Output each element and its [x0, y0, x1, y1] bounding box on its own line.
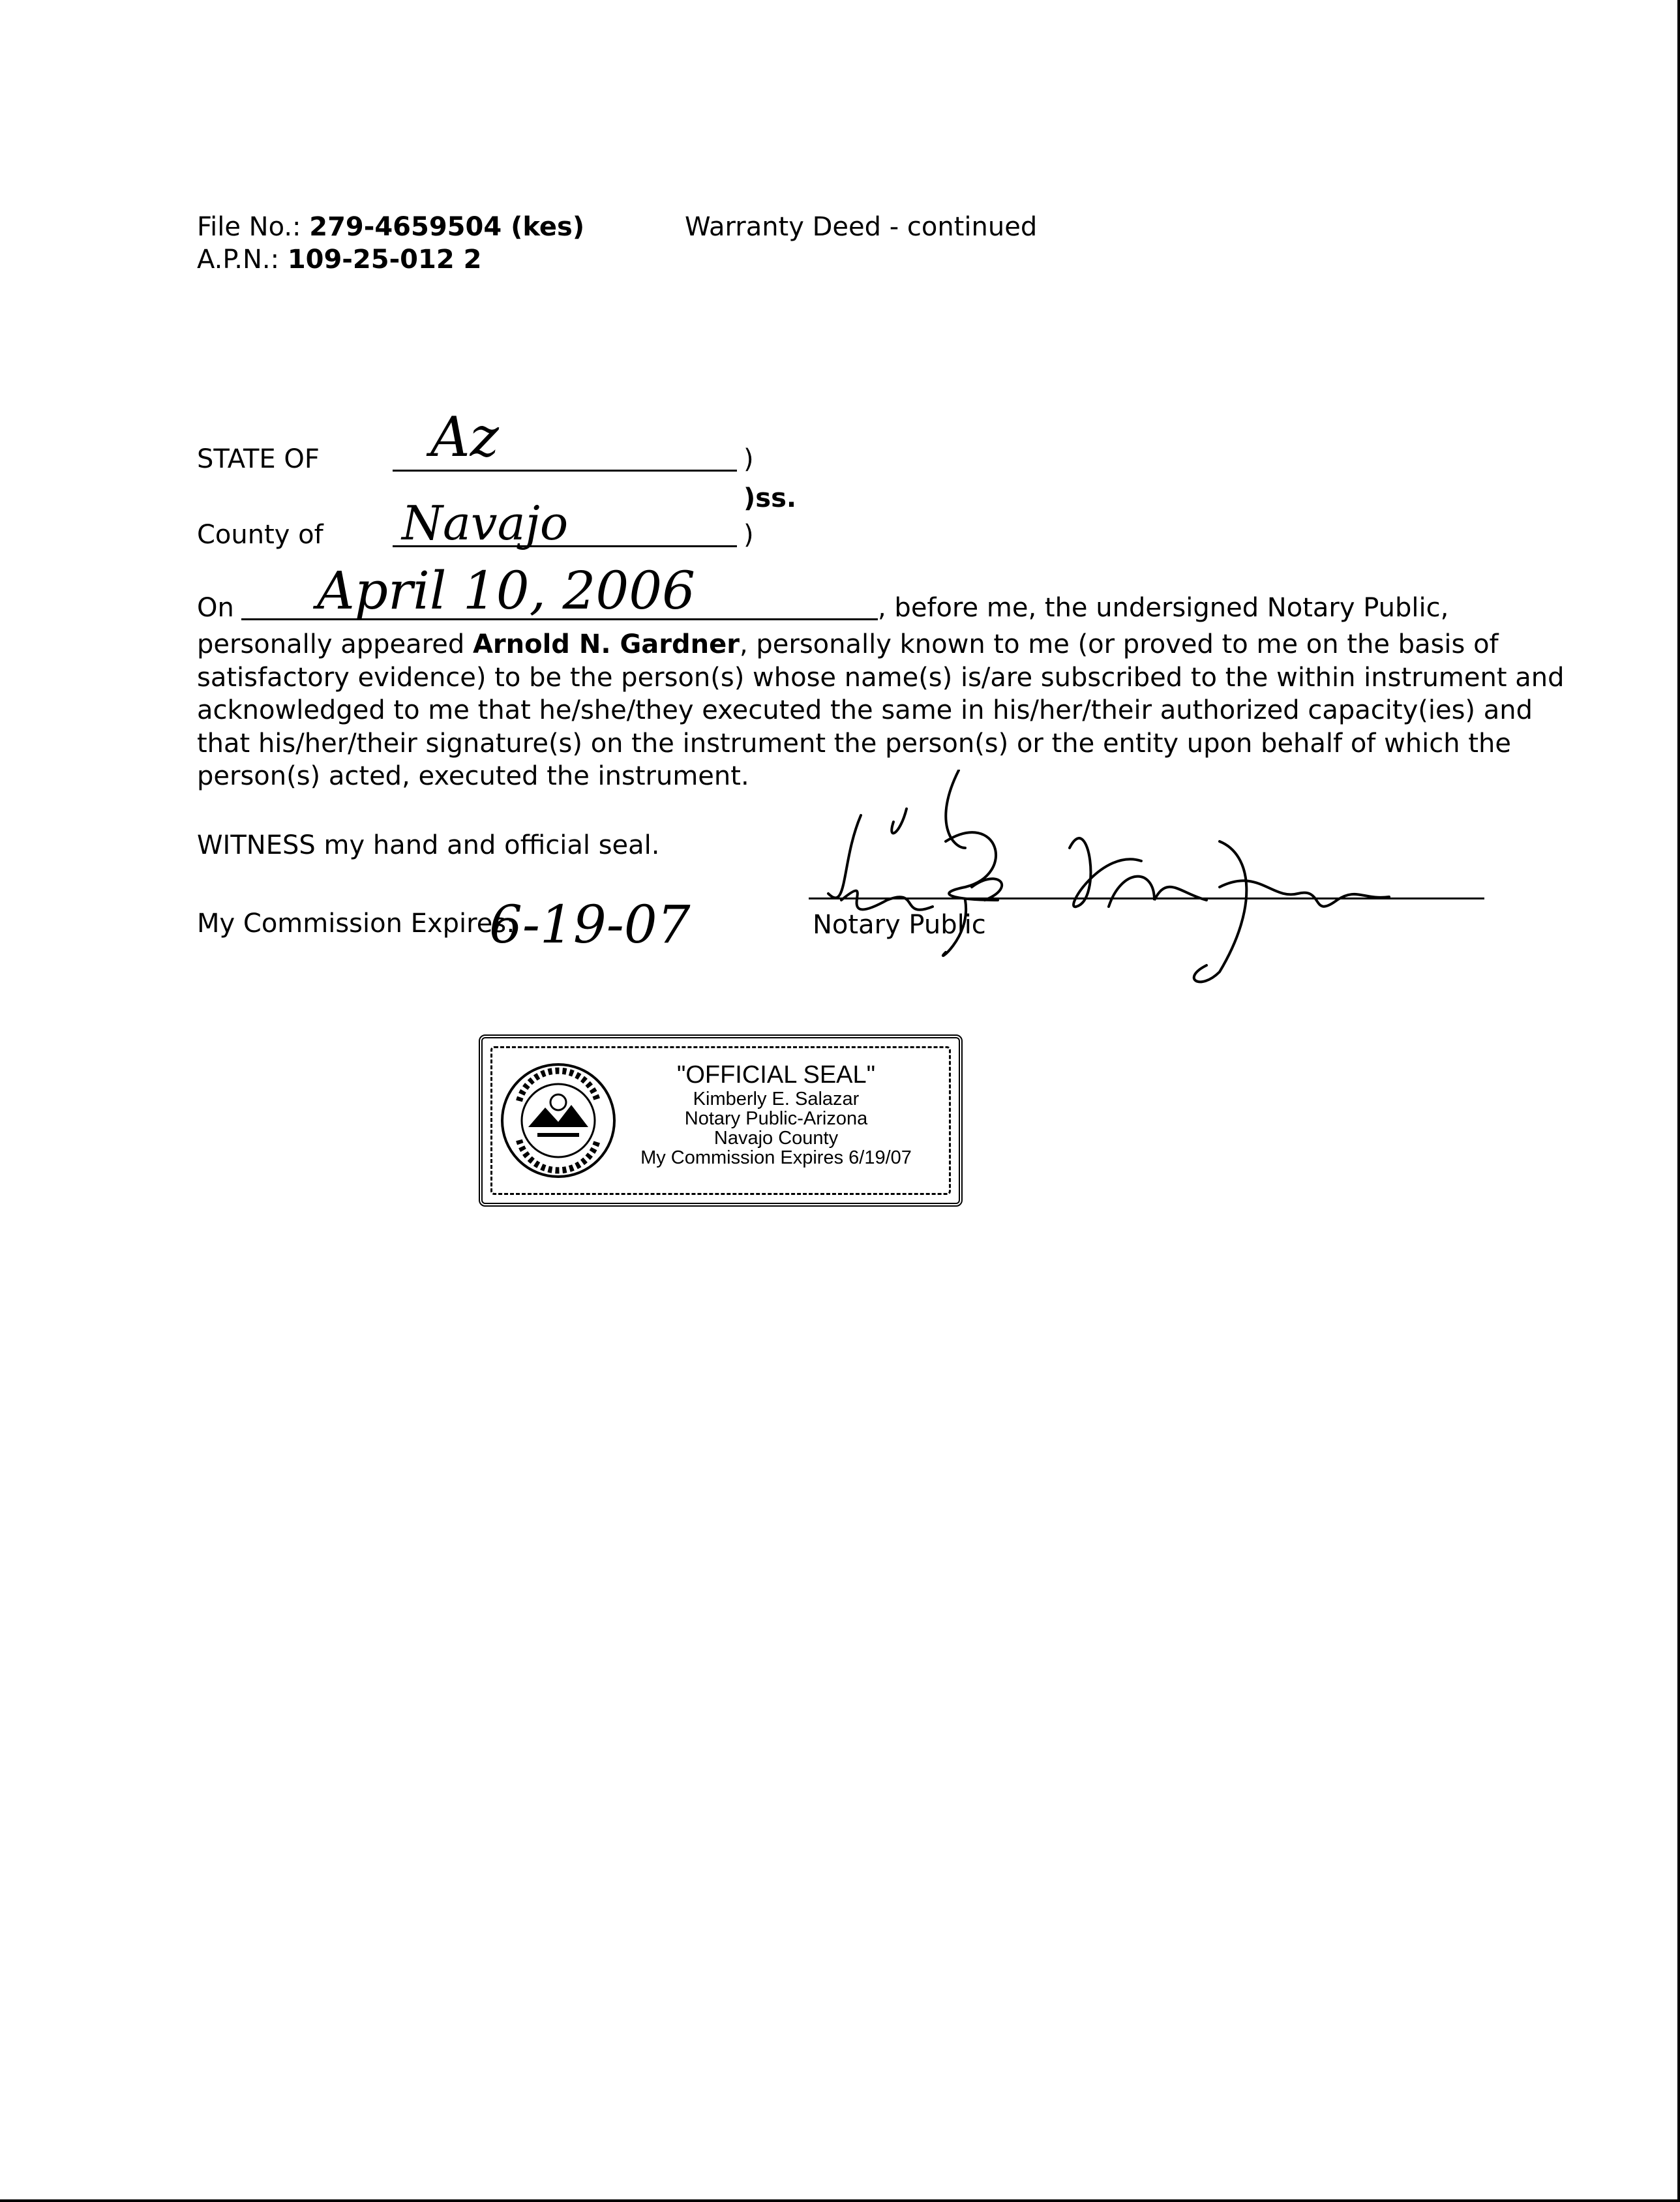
- on-label: On: [197, 593, 234, 623]
- official-seal-stamp: [479, 1034, 963, 1207]
- signer-name: Arnold N. Gardner: [472, 629, 740, 659]
- seal-county: Navajo County: [713, 1128, 839, 1149]
- acknowledgment-paragraph: [197, 628, 1565, 793]
- date-handwritten: April 10, 2006: [317, 560, 696, 621]
- ack-line-6: person(s) acted, executed the instrument.: [197, 761, 749, 791]
- commission-label: My Commission Expires:: [197, 909, 515, 939]
- date-line-tail: , before me, the undersigned Notary Public,: [878, 593, 1449, 623]
- seal-text: [613, 1061, 939, 1168]
- notary-signature: [802, 770, 1454, 1004]
- document-title: Warranty Deed - continued: [685, 212, 1038, 242]
- notary-public-label: Notary Public: [813, 910, 986, 940]
- ack-line-3: satisfactory evidence) to be the person(s) whose name(s) is/are subscribed to the within instrument and: [197, 662, 1565, 693]
- ack-line-4: acknowledged to me that he/she/they executed the same in his/her/their authorized capacity(ies) and: [197, 695, 1533, 725]
- state-handwritten: Az: [430, 405, 499, 469]
- file-no-line: [197, 214, 584, 240]
- seal-notary-name: Kimberly E. Salazar: [693, 1089, 860, 1109]
- state-paren: ): [743, 444, 754, 474]
- file-no-value: 279-4659504 (kes): [309, 212, 585, 242]
- apn-line: [197, 247, 481, 273]
- county-label: County of: [197, 520, 323, 550]
- ack-line-2: personally appeared Arnold N. Gardner, personally known to me (or proved to me on the basis of: [197, 629, 1499, 659]
- witness-line: WITNESS my hand and official seal.: [197, 830, 660, 860]
- state-label: STATE OF: [197, 444, 320, 474]
- apn-label: A.P.N.:: [197, 245, 280, 275]
- commission-handwritten: 6-19-07: [489, 894, 691, 955]
- state-seal-emblem-icon: [500, 1062, 617, 1179]
- county-handwritten: Navajo: [402, 496, 569, 550]
- seal-expiry: My Commission Expires 6/19/07: [640, 1147, 912, 1168]
- file-no-label: File No.:: [197, 212, 301, 242]
- seal-title: "OFFICIAL SEAL": [676, 1061, 876, 1089]
- apn-value: 109-25-012 2: [287, 245, 482, 275]
- ss-label: )ss.: [743, 483, 797, 513]
- ack-line-5: that his/her/their signature(s) on the instrument the person(s) or the entity upon behalf of which the: [197, 728, 1511, 759]
- county-paren: ): [743, 520, 754, 550]
- state-line: [393, 470, 737, 472]
- seal-notary-role: Notary Public-Arizona: [684, 1108, 868, 1129]
